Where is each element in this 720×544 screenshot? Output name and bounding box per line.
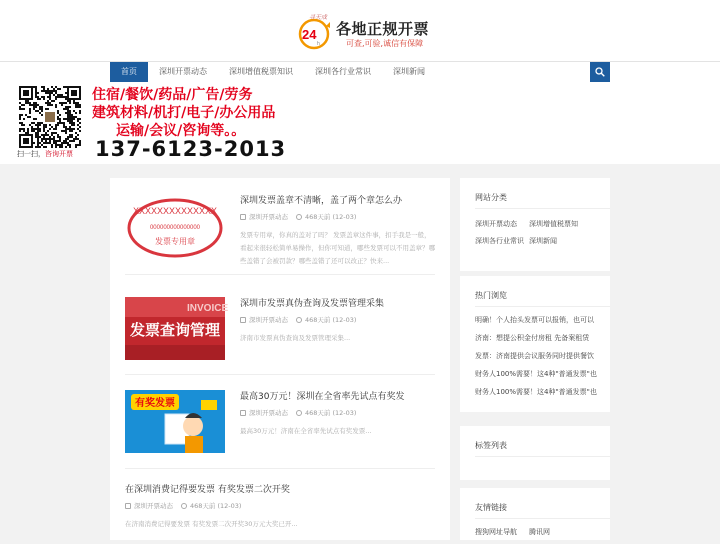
svg-text:XXXXXXXXXXXXXX: XXXXXXXXXXXXXX <box>132 206 218 216</box>
divider <box>125 274 435 275</box>
main-nav <box>0 61 720 82</box>
sidebar-category-link[interactable]: 深圳各行业常识 <box>475 237 524 245</box>
category-icon <box>240 214 246 220</box>
hot-post-link[interactable]: 明确！个人抬头发票可以报销，也可以 <box>475 316 594 324</box>
post-category[interactable]: 深圳开票动态 <box>249 213 288 221</box>
search-button[interactable] <box>590 62 610 82</box>
clock-icon <box>181 503 187 509</box>
post-time: 468天前 (12-03) <box>305 409 357 417</box>
post-thumbnail-invoice-query[interactable] <box>125 297 229 360</box>
post-meta <box>125 501 435 511</box>
hot-post-link[interactable]: 济南：想提公积金付房租 先备案租赁 <box>475 334 590 342</box>
post-list <box>110 178 450 540</box>
widget-categories <box>460 178 610 271</box>
widget-friend-links <box>460 488 610 540</box>
divider <box>475 518 610 519</box>
ad-banner[interactable] <box>0 82 720 164</box>
clock-icon <box>296 410 302 416</box>
post-time: 468天前 (12-03) <box>190 502 242 510</box>
category-icon <box>240 410 246 416</box>
logo-slogan: 可查,可验,诚信有保障 <box>346 39 424 48</box>
hot-post-link[interactable]: 财务人100%需要！这4种"普通发票"也 <box>475 388 597 396</box>
svg-text:发票专用章: 发票专用章 <box>155 237 195 246</box>
post-category[interactable]: 深圳开票动态 <box>249 316 288 324</box>
nav-item[interactable]: 深圳开票动态 <box>159 67 207 76</box>
svg-text:发票查询管理: 发票查询管理 <box>129 321 221 339</box>
post-meta <box>240 315 435 325</box>
search-icon <box>595 67 605 77</box>
widget-title: 友情链接 <box>475 503 507 512</box>
post-excerpt: 最高30万元！济南在全省率先试点有奖发票... <box>240 427 372 435</box>
post-meta <box>240 212 435 222</box>
site-header <box>0 0 720 61</box>
nav-item[interactable]: 深圳增值税票知识 <box>229 67 293 76</box>
post-category[interactable]: 深圳开票动态 <box>249 409 288 417</box>
nav-item[interactable]: 首页 <box>110 62 148 82</box>
widget-title: 热门浏览 <box>475 291 507 300</box>
post-time: 468天前 (12-03) <box>305 213 357 221</box>
post-excerpt: 在济南消费记得要发票 有奖发票二次开奖30万元大奖已开... <box>125 520 298 528</box>
sidebar-category-link[interactable]: 深圳开票动态 <box>475 220 517 228</box>
nav-item[interactable]: 深圳各行业常识 <box>315 67 371 76</box>
post-title[interactable]: 深圳发票盖章不清晰，盖了两个章怎么办 <box>240 196 403 206</box>
widget-tags <box>460 426 610 480</box>
post-title[interactable]: 在深圳消费记得要发票 有奖发票二次开奖 <box>125 485 290 495</box>
clock-icon <box>296 317 302 323</box>
post-thumbnail-prize-invoice[interactable] <box>125 390 225 453</box>
site-logo[interactable] <box>296 12 430 52</box>
hot-post-link[interactable]: 发票：济南提供会议服务同时提供餐饮 <box>475 352 594 360</box>
post-time: 468天前 (12-03) <box>305 316 357 324</box>
svg-text:INVOICE: INVOICE <box>187 303 229 314</box>
nav-item[interactable]: 深圳新闻 <box>393 67 425 76</box>
divider <box>475 306 610 307</box>
post-excerpt: 发票专用章，你真的盖对了吗？ 发票盖章这件事，扣手我是一般，看起来很轻松简单易操作，但你可知道，哪些发票可以不用盖章？哪些盖错了会被罚款？哪些盖错了还可以改正？快来... <box>240 231 435 265</box>
post-item <box>125 483 435 544</box>
ad-service-line-1: 住宿/餐饮/药品/广告/劳务 <box>92 87 253 103</box>
svg-text:有奖发票: 有奖发票 <box>135 398 175 409</box>
ad-service-line-2: 建筑材料/机打/电子/办公用品 <box>92 105 276 121</box>
category-icon <box>240 317 246 323</box>
sidebar-category-link[interactable]: 深圳增值税票知 <box>529 220 578 228</box>
divider <box>125 374 435 375</box>
logo-badge: 24 <box>302 27 317 42</box>
widget-title: 网站分类 <box>475 193 507 202</box>
divider <box>475 208 610 209</box>
svg-text:000000000000000: 000000000000000 <box>149 225 201 231</box>
friend-link[interactable]: 腾讯网 <box>529 528 550 536</box>
widget-hot-posts <box>460 276 610 412</box>
post-thumbnail-seal[interactable] <box>125 194 225 257</box>
post-meta <box>240 408 435 418</box>
logo-title: 各地正规开票 <box>336 20 430 38</box>
post-excerpt: 济南市发票真伪查询及发票管理采集... <box>240 334 351 342</box>
divider <box>475 456 610 457</box>
widget-title: 标签列表 <box>475 441 507 450</box>
ad-service-line-3: 运输/会议/咨询等。。 <box>116 123 246 139</box>
qr-code-image <box>19 86 81 148</box>
clock-icon <box>296 214 302 220</box>
qr-caption: 扫一扫，咨询开票 <box>17 150 73 158</box>
logo-brand-small: 寻天成 <box>309 14 328 21</box>
hot-post-link[interactable]: 财务人100%需要！这4种"普通发票"也 <box>475 370 597 378</box>
friend-link[interactable]: 搜狗网址导航 <box>475 528 517 536</box>
divider <box>125 468 435 469</box>
svg-text:h: h <box>317 41 320 47</box>
category-icon <box>125 503 131 509</box>
post-title[interactable]: 最高30万元！深圳在全省率先试点有奖发 <box>240 392 405 402</box>
post-category[interactable]: 深圳开票动态 <box>134 502 173 510</box>
ad-phone-number[interactable]: 137-6123-2013 <box>95 137 287 161</box>
sidebar-category-link[interactable]: 深圳新闻 <box>529 237 557 245</box>
post-title[interactable]: 深圳市发票真伪查询及发票管理采集 <box>240 299 385 309</box>
